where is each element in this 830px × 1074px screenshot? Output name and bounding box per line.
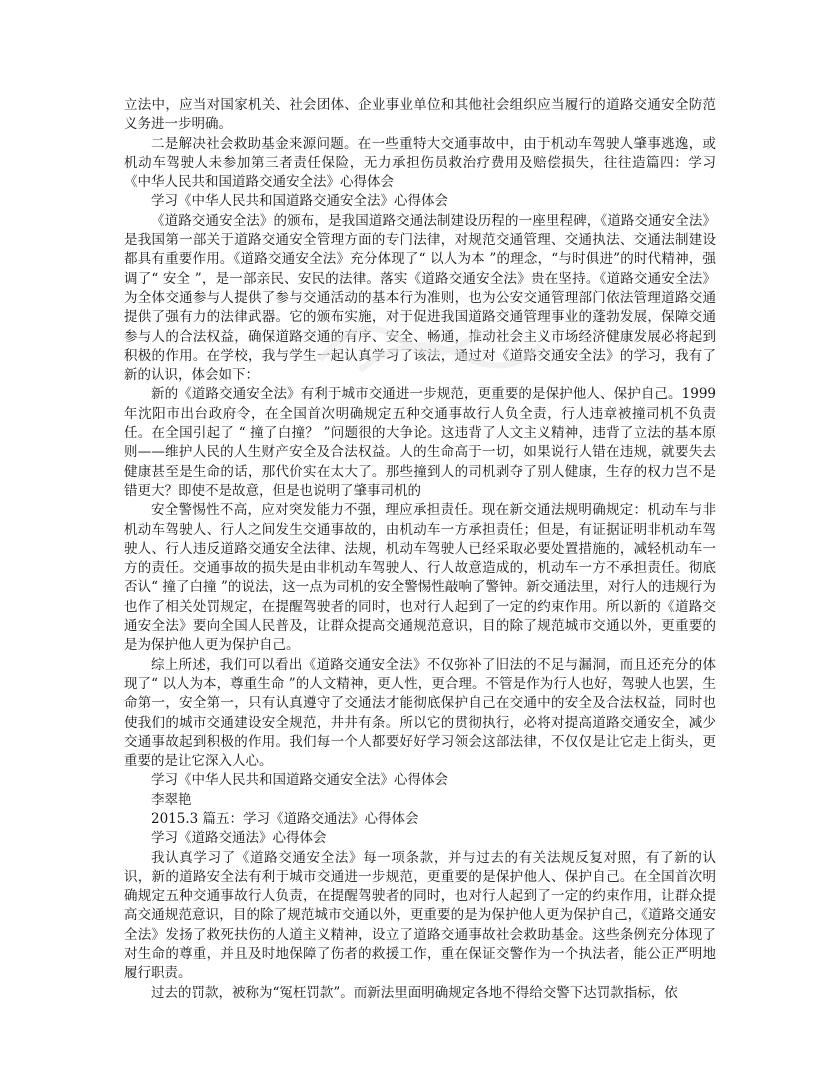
- paragraph: 二是解决社会救助基金来源问题。在一些重特大交通事故中，由于机动车驾驶人肇事逃逸，或机动车驾驶人未参加第三者责任保险，无力承担伤员救治疗费用及赔偿损失，往往造篇四：学习《中华人民共和国道路交通安全法》心得体会: [124, 135, 716, 191]
- section-heading: 学习《道路交通法》心得体会: [151, 830, 327, 847]
- paragraph: 新的《道路交通安全法》有利于城市交通进一步规范，更重要的是保护他人、保护自己。1999 年沈阳市出台政府令，在全国首次明确规定五种交通事故行人负全责，行人违章被撞司机不负责任。在全国引起了 “ 撞了白撞？ ”问题很的大争论。这违背了人文主义精神，违背了立法的基本原则——维护人民的人生财产安全及合法权益。人的生命高于一切，如果说行人错在违规，就要失去健康甚至是生命的话，那代价实在太大了。那些撞到人的司机剥夺了别人健康，生存的权力岂不是错更大？即使不是故意，但是也说明了肇事司机的: [124, 386, 716, 499]
- paragraph: 综上所述，我们可以看出《道路交通安全法》不仅弥补了旧法的不足与漏洞，而且还充分的体现了“ 以人为本，尊重生命 ”的人文精神，更人性，更合理。不管是作为行人也好，驾驶人也罢，生命第一，安全第一，只有认真遵守了交通法才能彻底保护自己在交通中的安全及合法权益，同时也使我们的城市交通建设安全规范，井井有条。所以它的贯彻执行，必将对提高道路交通安全，减少交通事故起到积极的作用。我们每一个人都要好好学习领会这部法律，不仅仅是让它走上街头，更重要的是让它深入人心。: [124, 656, 716, 770]
- section-heading: 学习《中华人民共和国道路交通安全法》心得体会: [151, 772, 448, 789]
- section-heading: 学习《中华人民共和国道路交通安全法》心得体会: [151, 193, 448, 210]
- paragraph: 过去的罚款，被称为“冤枉罚款”。而新法里面明确规定各地不得给交警下达罚款指标，依: [151, 984, 678, 1001]
- document-body: [124, 96, 716, 1003]
- date-line: 2015.3 篇五：学习《道路交通法》心得体会: [151, 810, 419, 827]
- paragraph: 安全警惕性不高，应对突发能力不强，理应承担责任。现在新交通法规明确规定：机动车与非机动车驾驶人、行人之间发生交通事故的，由机动车一方承担责任；但是，有证据证明非机动车驾驶人、行人违反道路交通安全法律、法规，机动车驾驶人已经采取必要处置措施的，减轻机动车一方的责任。交通事故的损失是由非机动车驾驶人、行人故意造成的，机动车一方不承担责任。彻底否认“ 撞了白撞 ”的说法，这一点为司机的安全警惕性敲响了警钟。新交通法里，对行人的违规行为也作了相关处罚规定，在提醒驾驶者的同时，也对行人起到了一定的约束作用。所以新的《道路交通安全法》要向全国人民普及，让群众提高交通规范意识，目的除了规范城市交通以外，更重要的是为保护他人更为保护自己。: [124, 502, 716, 654]
- paragraph: 我认真学习了《道路交通安全法》每一项条款，并与过去的有关法规反复对照，有了新的认识，新的道路安全法有利于城市交通进一步规范，更重要的是保护他人、保护自己。在全国首次明确规定五种交通事故行人负责，在提醒驾驶者的同时，也对行人起到了一定的约束作用，让群众提高交通规范意识，目的除了规范城市交通以外，更重要的是为保护他人更为保护自己，《道路交通安全法》发扬了救死扶伤的人道主义精神，设立了道路交通事故社会救助基金。这些条例充分体现了对生命的尊重，并且及时地保障了伤者的救援工作，重在保证交警作为一个执法者，能公正严明地履行职责。: [124, 849, 716, 982]
- paragraph: 立法中，应当对国家机关、社会团体、企业事业单位和其他社会组织应当履行的道路交通安全防范义务进一步明确。: [124, 97, 716, 133]
- author-name: 李翠艳: [151, 791, 192, 808]
- paragraph: 《道路交通安全法》的颁布，是我国道路交通法制建设历程的一座里程碑，《道路交通安全法》是我国第一部关于道路交通安全管理方面的专门法律，对规范交通管理、交通执法、交通法制建设都具有重要作用。《道路交通安全法》充分体现了“ 以人为本 ”的理念，“与时俱进”的时代精神，强调了“ 安全 ”，是一部亲民、安民的法律。落实《道路交通安全法》贵在坚持。《道路交通安全法》为全体交通参与人提供了参与交通活动的基本行为准则，也为公安交通管理部门依法管理道路交通提供了强有力的法律武器。它的颁布实施，对于促进我国道路交通管理事业的蓬勃发展，保障交通参与人的合法权益，确保道路交通的有序、安全、畅通，推动社会主义市场经济健康发展必将起到积极的作用。在学校，我与学生一起认真学习了该法，通过对《道路交通安全法》的学习，我有了新的认识，体会如下：: [124, 212, 716, 384]
